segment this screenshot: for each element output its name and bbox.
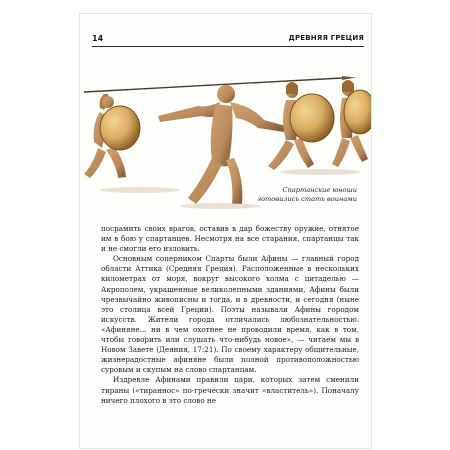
- running-title: ДРЕВНЯЯ ГРЕЦИЯ: [288, 34, 364, 42]
- body-text: [101, 224, 359, 406]
- left-warrior-shield: [100, 106, 140, 150]
- book-page: [80, 14, 371, 448]
- caption-line-2: готовились стать воинами: [257, 194, 357, 203]
- right-warrior-shield-2: [344, 90, 371, 134]
- paragraph: Основным соперником Спарты были Афины — главный город области Аттика (Средняя Греция). Расположенные в нескольких километрах от моря, вокруг высокого холма с цитаделью — Акрополем, украшенные великолепными зданиями, Афины были чрезвычайно живописны и тогда, и в древности, и сегодня (ныне это столица всей Греции). Поэты называли Афины городом искусств. Жители города отличались любознательностью. «Афиняне... ни в чем охотнее не проводили время, как в том, чтобы говорить или слушать что-нибудь новое», — читаем мы в Новом Завете (Деяния, 17:21). По своему характеру общительные, жизнерадостные афиняне были полной противоположностью суровым и скупым на слово спартанцам.: [101, 254, 359, 375]
- paragraph: посрамить своих врагов, оставив в дар божеству оружие, отнятое им в бою у спартанцев. Несмотря на все старания, спартанцы так и не смогли его изловить.: [101, 224, 359, 254]
- right-warriors: [268, 80, 371, 170]
- right-warrior-shield-1: [290, 94, 334, 142]
- left-warrior: [84, 94, 140, 178]
- page-header: [92, 32, 364, 47]
- caption-line-1: Спартанские юноши: [282, 186, 357, 194]
- page-number: 14: [92, 34, 104, 43]
- spear-tip: [342, 76, 356, 80]
- spear: [84, 78, 342, 92]
- illustration-caption: [247, 186, 357, 203]
- paragraph: Издревле Афинами правили цари, которых затем сменили тираны («тираннос» по-гречески значит «властитель»). Поначалу ничего плохого в это слово не: [101, 375, 359, 405]
